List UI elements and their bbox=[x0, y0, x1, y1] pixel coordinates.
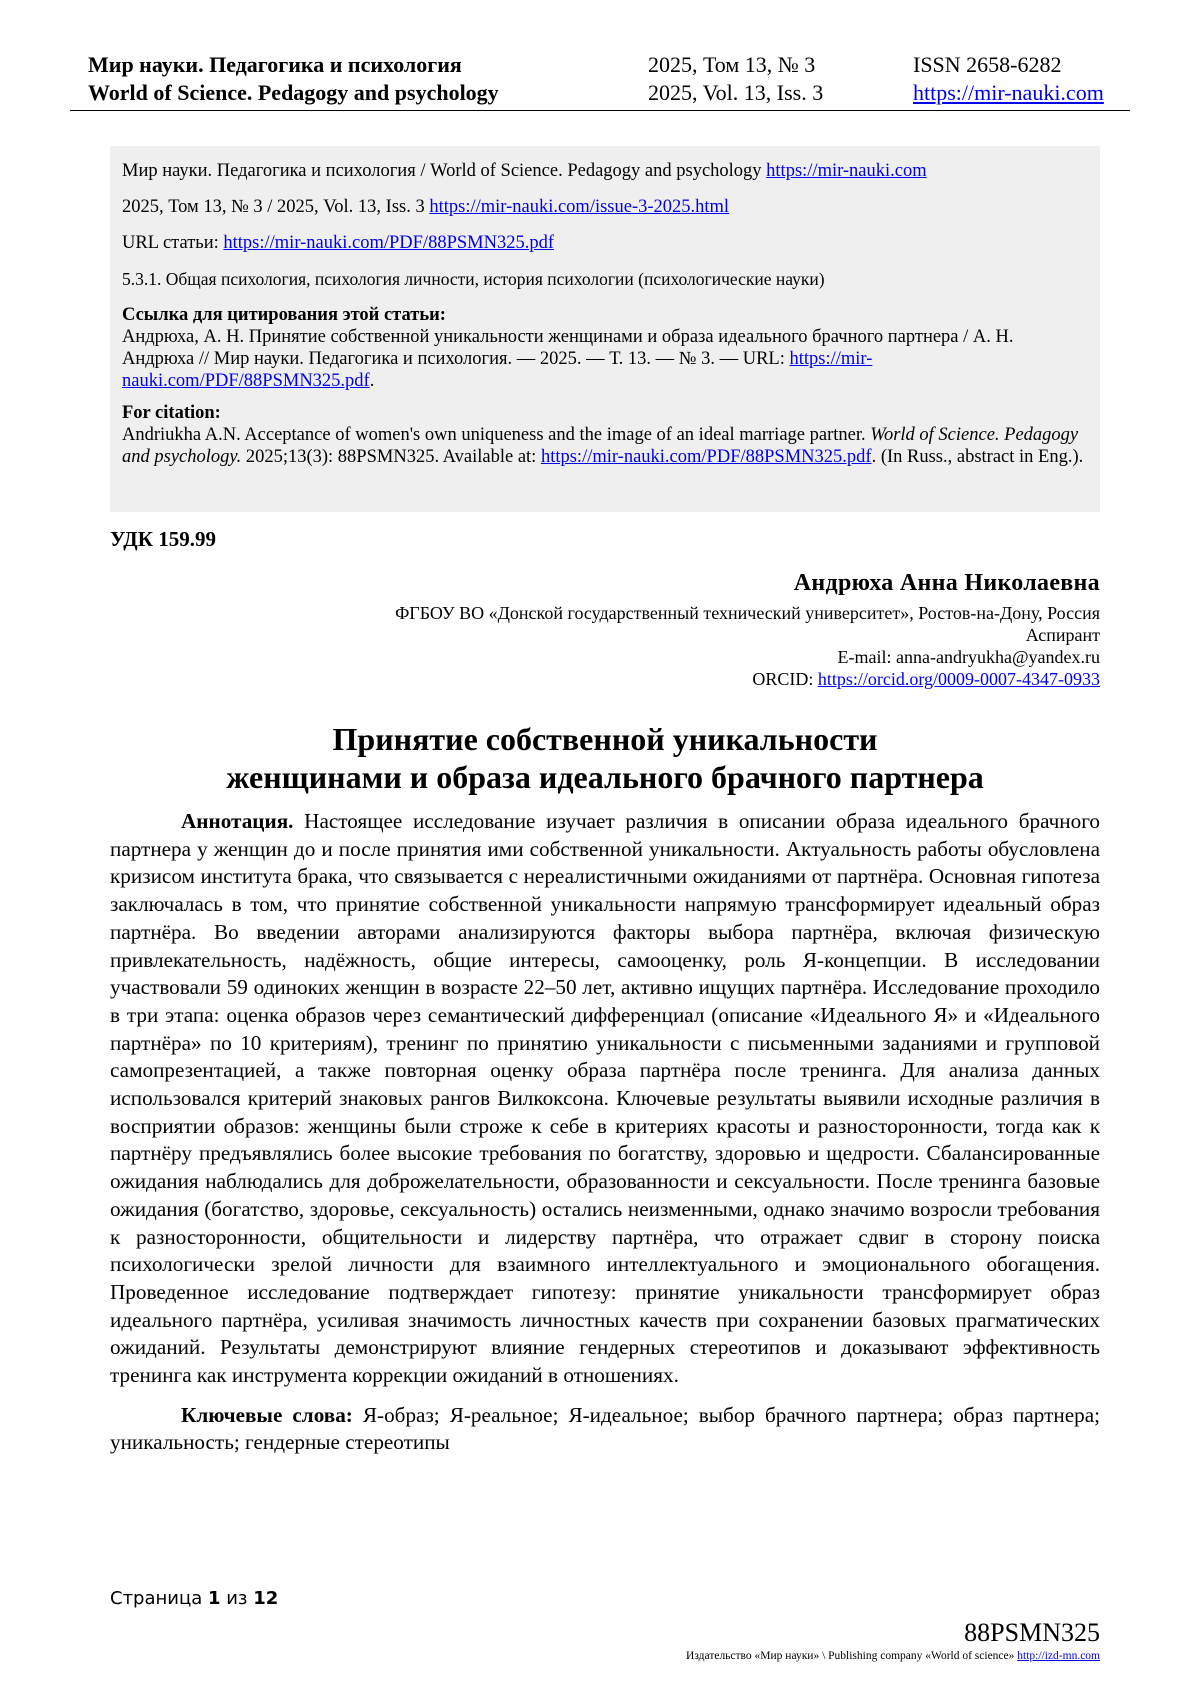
citation-ru-heading: Ссылка для цитирования этой статьи: bbox=[122, 305, 446, 325]
issue-link[interactable]: https://mir-nauki.com/issue-3-2025.html bbox=[429, 197, 730, 217]
citation-ru-text: Андрюха, А. Н. Принятие собственной уникальности женщинами и образа идеального брачного партнера / А. Н. Андрюха // Мир науки. Педагогика и психология. — 2025. — Т. 13. — № 3. — URL: bbox=[122, 327, 1014, 369]
article-code: 88PSMN325 bbox=[964, 1618, 1100, 1647]
author-name: Андрюха Анна Николаевна bbox=[793, 570, 1100, 596]
info-issue-line: 2025, Том 13, № 3 / 2025, Vol. 13, Iss. 3 https://mir-nauki.com/issue-3-2025.html bbox=[122, 197, 730, 217]
article-info-box bbox=[110, 146, 1100, 512]
citation-en-heading: For citation: bbox=[122, 403, 221, 423]
abstract-label: Аннотация. bbox=[181, 809, 294, 833]
header-row-ru bbox=[70, 52, 1130, 80]
title-line-1: Принятие собственной уникальности bbox=[332, 721, 878, 757]
publisher-line: Издательство «Мир науки» \ Publishing company «World of science» http://izd-mn.com bbox=[686, 1650, 1100, 1662]
keywords-label: Ключевые слова: bbox=[181, 1402, 353, 1427]
citation-en-link[interactable]: https://mir-nauki.com/PDF/88PSMN325.pdf bbox=[540, 447, 872, 467]
journal-link[interactable]: https://mir-nauki.com bbox=[766, 161, 927, 181]
udk-code: УДК 159.99 bbox=[110, 527, 216, 551]
author-email: E-mail: anna-andryukha@yandex.ru bbox=[837, 647, 1100, 667]
info-specialty: 5.3.1. Общая психология, психология личности, история психологии (психологические науки) bbox=[122, 269, 825, 289]
info-url-line: URL статьи: https://mir-nauki.com/PDF/88PSMN325.pdf bbox=[122, 233, 554, 253]
journal-site-link[interactable]: https://mir-nauki.com bbox=[913, 80, 1104, 105]
header-row-en bbox=[70, 80, 1130, 108]
author-affiliation: ФГБОУ ВО «Донской государственный технический университет», Ростов-на-Дону, Россия bbox=[395, 603, 1100, 623]
journal-title-en: World of Science. Pedagogy and psychology bbox=[88, 80, 499, 105]
author-block bbox=[300, 568, 1100, 690]
page-number: Страница 1 из 12 bbox=[110, 1588, 279, 1609]
publisher-link[interactable]: http://izd-mn.com bbox=[1017, 1650, 1100, 1662]
info-journal-line: Мир науки. Педагогика и психология / World of Science. Pedagogy and psychology https://mir-nauki.com bbox=[122, 161, 927, 181]
citation-ru-link[interactable]: https://mir-nauki.com/PDF/88PSMN325.pdf bbox=[122, 349, 873, 391]
keywords-text: Я-образ; Я-реальное; Я-идеальное; выбор брачного партнера; образ партнера; уникальность; гендерные стереотипы bbox=[110, 1402, 1101, 1455]
citation-en: For citation: Andriukha A.N. Acceptance of women's own uniqueness and the image of an ideal marriage partner. World of Science. Pedagogy and psychology. 2025;13(3): 88PSMN325. Available at: https://mir-nauki.com/PDF/88PSMN325.pdf. (In Russ., abstract in Eng.). bbox=[122, 402, 1088, 468]
author-orcid: ORCID: https://orcid.org/0009-0007-4347-0933 bbox=[752, 669, 1100, 689]
citation-en-journal: World of Science. Pedagogy and psychology. bbox=[122, 425, 1079, 467]
abstract-paragraph bbox=[110, 808, 1100, 1390]
abstract-text: Настоящее исследование изучает различия в описании образа идеального брачного партнера у женщин до и после принятия ими собственной уникальности. Актуальность работы обусловлена кризисом института брака, что связывается с нереалистичными ожиданиями от партнёра. Основная гипотеза заключалась в том, что принятие собственной уникальности напрямую трансформирует идеальный образ партнёра. Во введении авторами анализируются факторы выбора партнёра, включая физическую привлекательность, надёжность, общие интересы, самооценку, роль Я-концепции. В исследовании участвовали 59 одиноких женщин в возрасте 22–50 лет, активно ищущих партнёра. Исследование проходило в три этапа: оценка образов через семантический дифференциал (описание «Идеального Я» и «Идеального партнёра» по 10 критериям), тренинг по принятию уникальности с письменными заданиями и групповой самопрезентацией, а также повторная оценку образа партнёра после тренинга. Для анализа данных использовался критерий знаковых рангов Вилкоксона. Ключевые результаты выявили исходные различия в восприятии образов: женщины были строже к себе в критериях красоты и разносторонности, тогда как к партнёру предъявлялись более высокие требования по богатству, здоровью и щедрости. Сбалансированные ожидания наблюдались для доброжелательности, образованности и сексуальности. После тренинга базовые ожидания (богатство, здоровье, сексуальность) остались неизменными, однако значимо возросли требования к разносторонности, общительности и лидерству партнёра, что отражает сдвиг в сторону поиска психологически зрелой личности для взаимного интеллектуального и эмоционального обогащения. Проведенное исследование подтверждает гипотезу: принятие уникальности трансформирует образ идеального партнёра, усиливая значимость личностных качеств при сохранении базовых прагматических ожиданий. Результаты демонстрируют влияние гендерных стереотипов и доказывают эффективность тренинга как инструмента коррекции ожиданий в отношениях. bbox=[110, 809, 1100, 1388]
journal-header bbox=[70, 52, 1130, 108]
title-line-2: женщинами и образа идеального брачного партнера bbox=[226, 759, 984, 795]
article-pdf-link[interactable]: https://mir-nauki.com/PDF/88PSMN325.pdf bbox=[223, 233, 554, 253]
citation-ru: Ссылка для цитирования этой статьи: Андрюха, А. Н. Принятие собственной уникальности женщинами и образа идеального брачного партнера / А. Н. Андрюха // Мир науки. Педагогика и психология. — 2025. — Т. 13. — № 3. — URL: https://mir-nauki.com/PDF/88PSMN325.pdf. bbox=[122, 304, 1088, 392]
article-title bbox=[110, 720, 1100, 796]
issue-info-ru: 2025, Том 13, № 3 bbox=[648, 52, 816, 77]
issn: ISSN 2658-6282 bbox=[913, 52, 1062, 77]
journal-title-ru: Мир науки. Педагогика и психология bbox=[88, 52, 462, 77]
header-divider bbox=[70, 110, 1130, 111]
orcid-link[interactable]: https://orcid.org/0009-0007-4347-0933 bbox=[817, 669, 1100, 689]
keywords-paragraph bbox=[110, 1402, 1100, 1457]
abstract-section bbox=[110, 808, 1100, 1457]
author-position: Аспирант bbox=[1025, 625, 1100, 645]
issue-info-en: 2025, Vol. 13, Iss. 3 bbox=[648, 80, 824, 105]
